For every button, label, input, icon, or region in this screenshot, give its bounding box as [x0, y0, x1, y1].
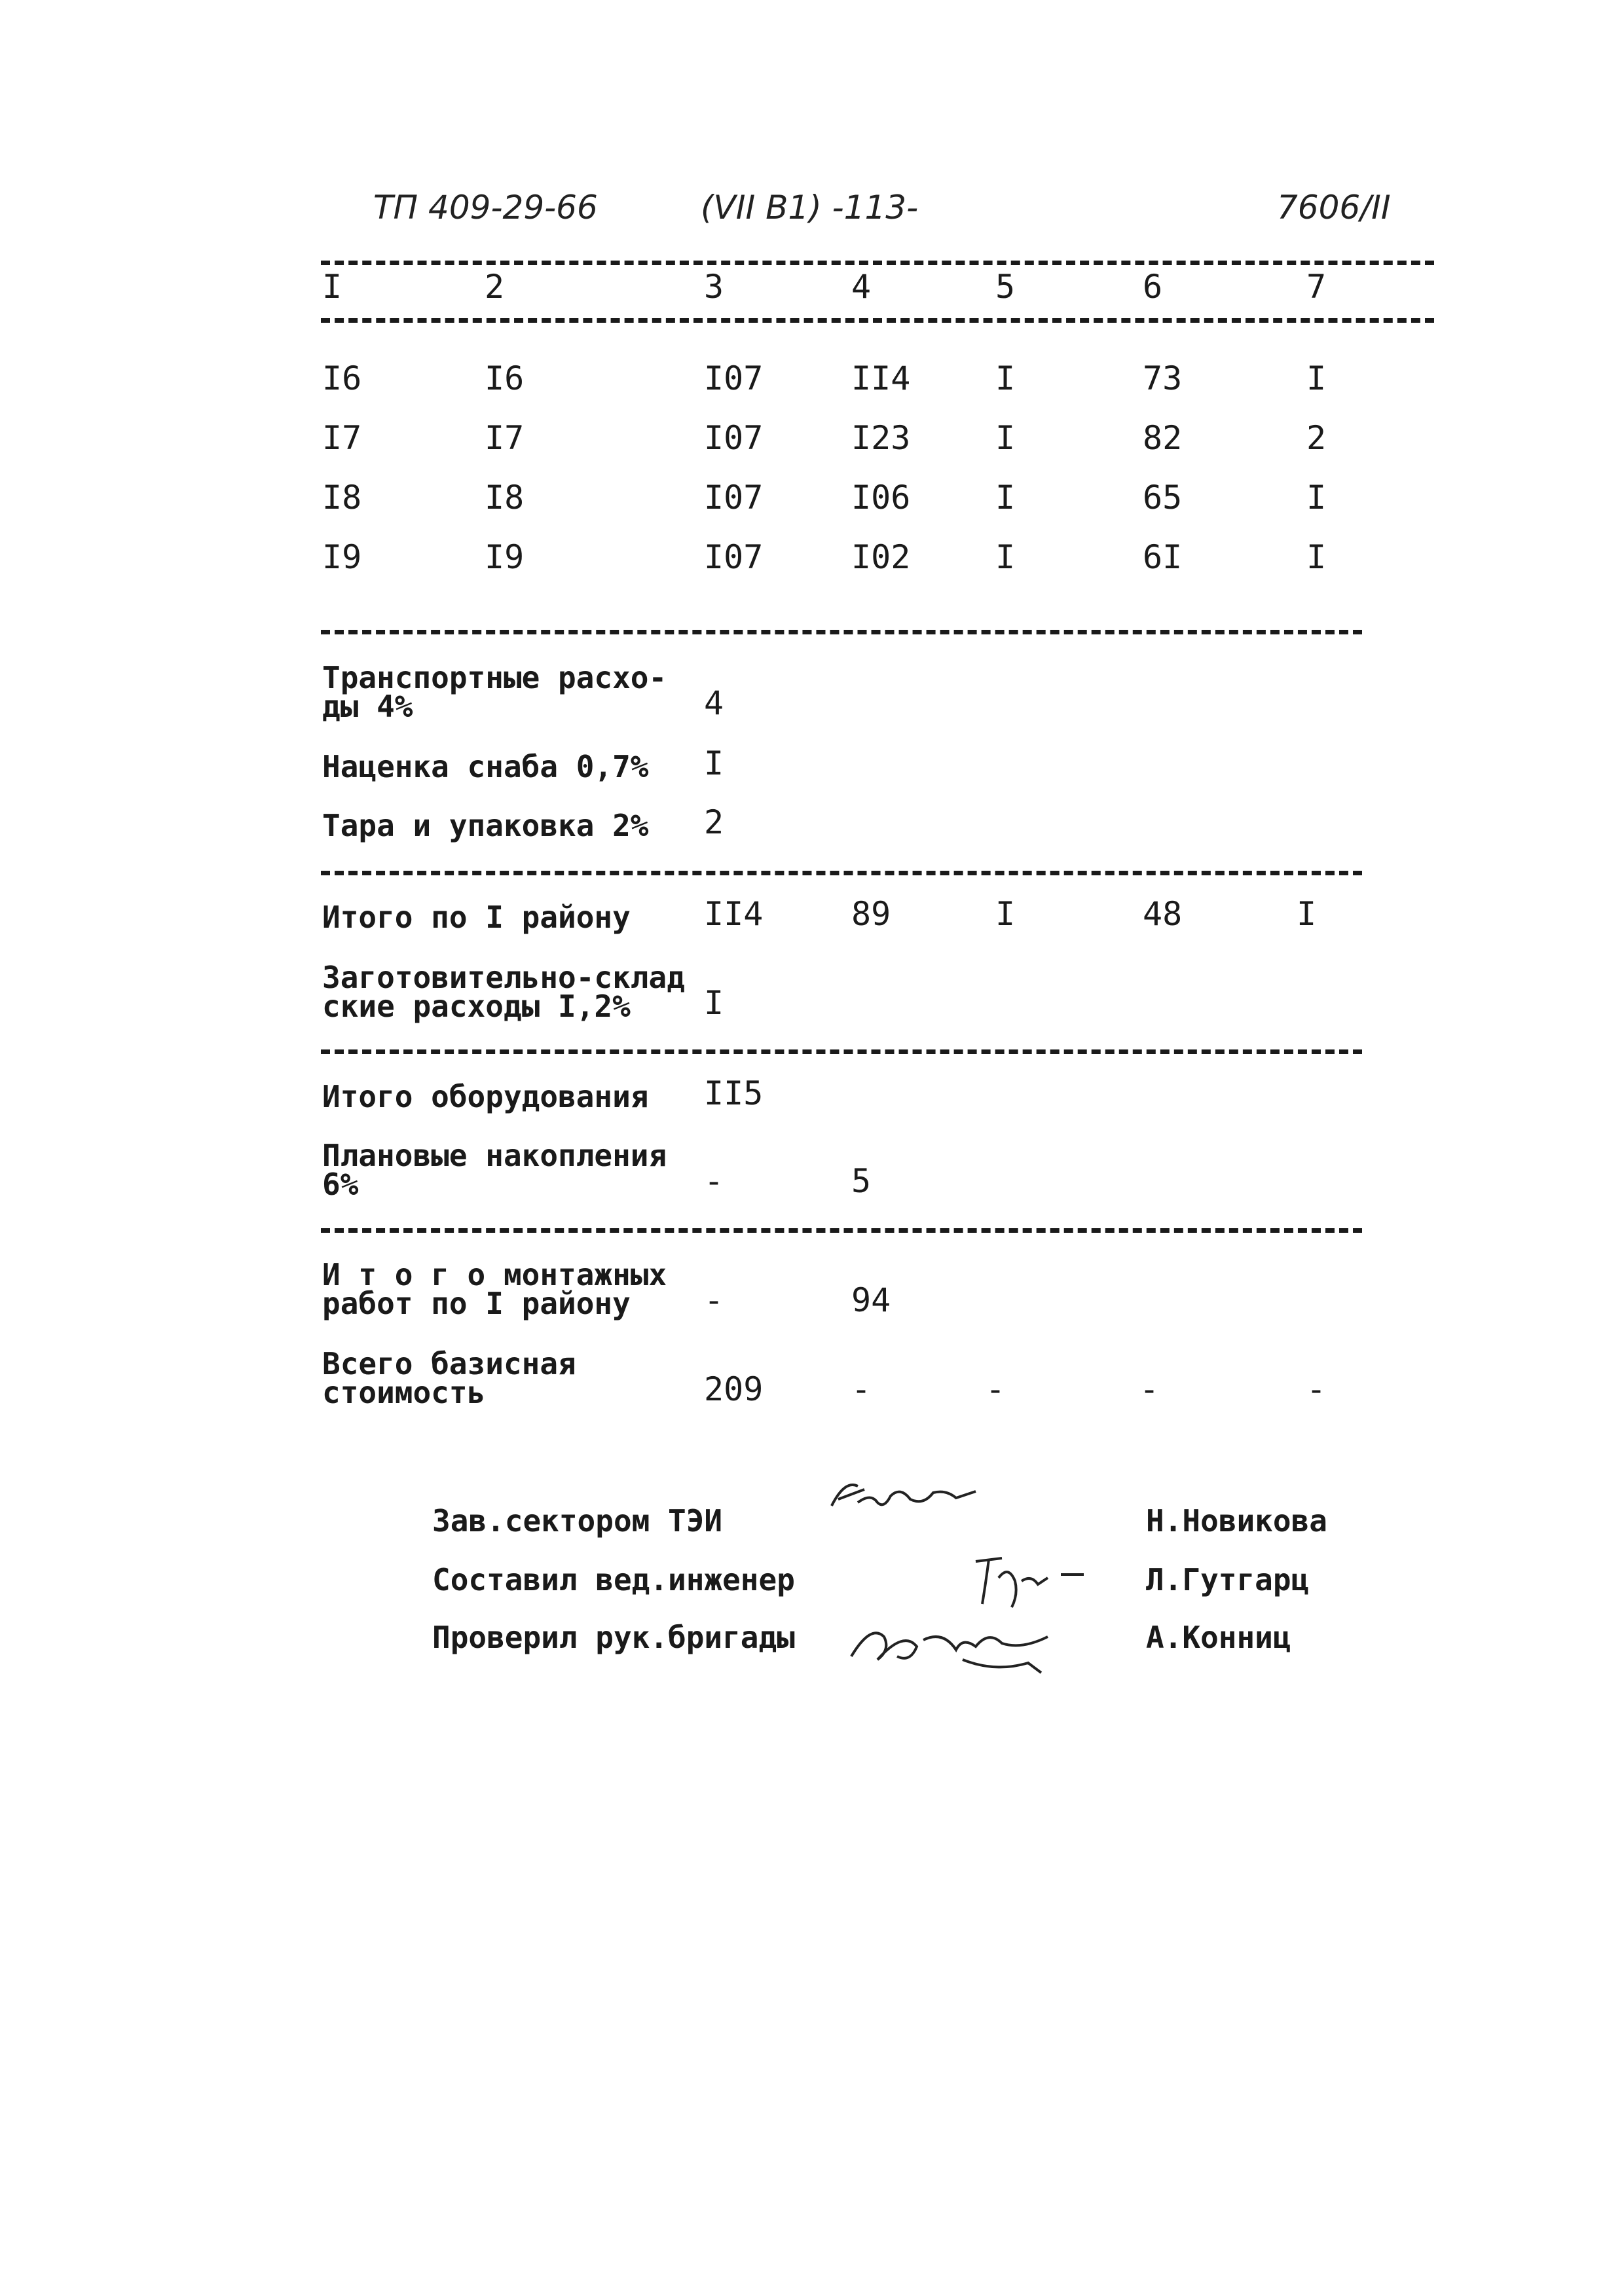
album-number: 7606/II — [1277, 189, 1391, 227]
grand-total-label-line2: стоимость — [322, 1375, 486, 1410]
document-code: ТП 409-29-66 — [373, 189, 598, 227]
table-cell: I — [1306, 538, 1327, 576]
markup-label: Наценка снаба 0,7% — [322, 749, 649, 784]
column-header: 4 — [851, 268, 872, 306]
total-region-c3: II4 — [704, 895, 764, 933]
procurement-label-line1: Заготовительно-склад — [322, 960, 685, 995]
total-install-label-line2: работ по I району — [322, 1286, 631, 1321]
table-cell: I — [995, 419, 1016, 457]
table-cell: 2 — [1306, 419, 1327, 457]
transport-value: 4 — [704, 684, 724, 722]
planned-label-line2: 6% — [322, 1167, 359, 1202]
table-cell: II4 — [851, 359, 911, 397]
table-cell: I — [995, 538, 1016, 576]
table-cell: I — [995, 479, 1016, 517]
planned-c4: 5 — [851, 1162, 872, 1200]
column-header: 3 — [704, 268, 724, 306]
column-header: I — [322, 268, 342, 306]
table-cell: I — [1306, 479, 1327, 517]
handwritten-signature — [963, 1545, 1094, 1617]
column-header: 7 — [1306, 268, 1327, 306]
procurement-value: I — [704, 984, 724, 1022]
table-cell: I07 — [704, 419, 764, 457]
total-region-c5: I — [995, 895, 1016, 933]
table-cell: I02 — [851, 538, 911, 576]
table-cell: I9 — [322, 538, 362, 576]
section-rule — [321, 1228, 1362, 1233]
table-cell: I7 — [322, 419, 362, 457]
column-header: 5 — [995, 268, 1016, 306]
section-rule — [321, 871, 1362, 875]
table-cell: I — [995, 359, 1016, 397]
total-install-label-line1: И т о г о монтажных — [322, 1257, 667, 1292]
header-top-rule — [321, 261, 1434, 265]
table-cell: I07 — [704, 538, 764, 576]
table-cell: I8 — [485, 479, 525, 517]
table-cell: I9 — [485, 538, 525, 576]
section-rule — [321, 1049, 1362, 1054]
table-cell: I — [1306, 359, 1327, 397]
planned-c3: - — [704, 1162, 724, 1200]
signer-name: А.Конниц — [1146, 1620, 1291, 1655]
grand-total-label-line1: Всего базисная — [322, 1346, 576, 1381]
transport-label-line1: Транспортные расхо- — [322, 660, 667, 695]
signer-role: Составил вед.инженер — [432, 1562, 795, 1597]
section-rule — [321, 630, 1362, 634]
transport-label-line2: ды 4% — [322, 689, 413, 724]
table-cell: I8 — [322, 479, 362, 517]
signer-name: Л.Гутгарц — [1146, 1562, 1310, 1597]
total-region-c4: 89 — [851, 895, 891, 933]
total-region-c6: 48 — [1143, 895, 1183, 933]
signer-name: Н.Новикова — [1146, 1503, 1327, 1539]
handwritten-signature — [819, 1467, 989, 1525]
table-cell: I6 — [485, 359, 525, 397]
table-cell: 73 — [1143, 359, 1183, 397]
grand-total-c5: - — [986, 1370, 1006, 1408]
signer-role: Проверил рук.бригады — [432, 1620, 795, 1655]
procurement-label-line2: ские расходы I,2% — [322, 989, 631, 1024]
table-cell: 65 — [1143, 479, 1183, 517]
total-install-c4: 94 — [851, 1281, 891, 1319]
total-region-c7: I — [1297, 895, 1317, 933]
total-equipment-label: Итого оборудования — [322, 1079, 649, 1114]
markup-value: I — [704, 744, 724, 782]
table-cell: 82 — [1143, 419, 1183, 457]
total-install-c3: - — [704, 1281, 724, 1319]
handwritten-signature — [845, 1611, 1067, 1689]
column-header: 6 — [1143, 268, 1163, 306]
table-cell: I07 — [704, 479, 764, 517]
grand-total-c7: - — [1306, 1370, 1327, 1408]
total-region-label: Итого по I району — [322, 900, 631, 935]
planned-label-line1: Плановые накопления — [322, 1138, 667, 1173]
signer-role: Зав.сектором ТЭИ — [432, 1503, 723, 1539]
table-cell: I07 — [704, 359, 764, 397]
grand-total-c4: - — [851, 1370, 872, 1408]
packaging-value: 2 — [704, 803, 724, 841]
table-cell: 6I — [1143, 538, 1183, 576]
grand-total-c6: - — [1139, 1370, 1160, 1408]
table-cell: I23 — [851, 419, 911, 457]
sheet-number: (VII В1) -113- — [701, 189, 919, 227]
total-equipment-value: II5 — [704, 1074, 764, 1112]
header-bottom-rule — [321, 318, 1434, 323]
packaging-label: Тара и упаковка 2% — [322, 808, 649, 843]
table-cell: I7 — [485, 419, 525, 457]
table-cell: I06 — [851, 479, 911, 517]
column-header: 2 — [485, 268, 505, 306]
grand-total-c3: 209 — [704, 1370, 764, 1408]
table-cell: I6 — [322, 359, 362, 397]
